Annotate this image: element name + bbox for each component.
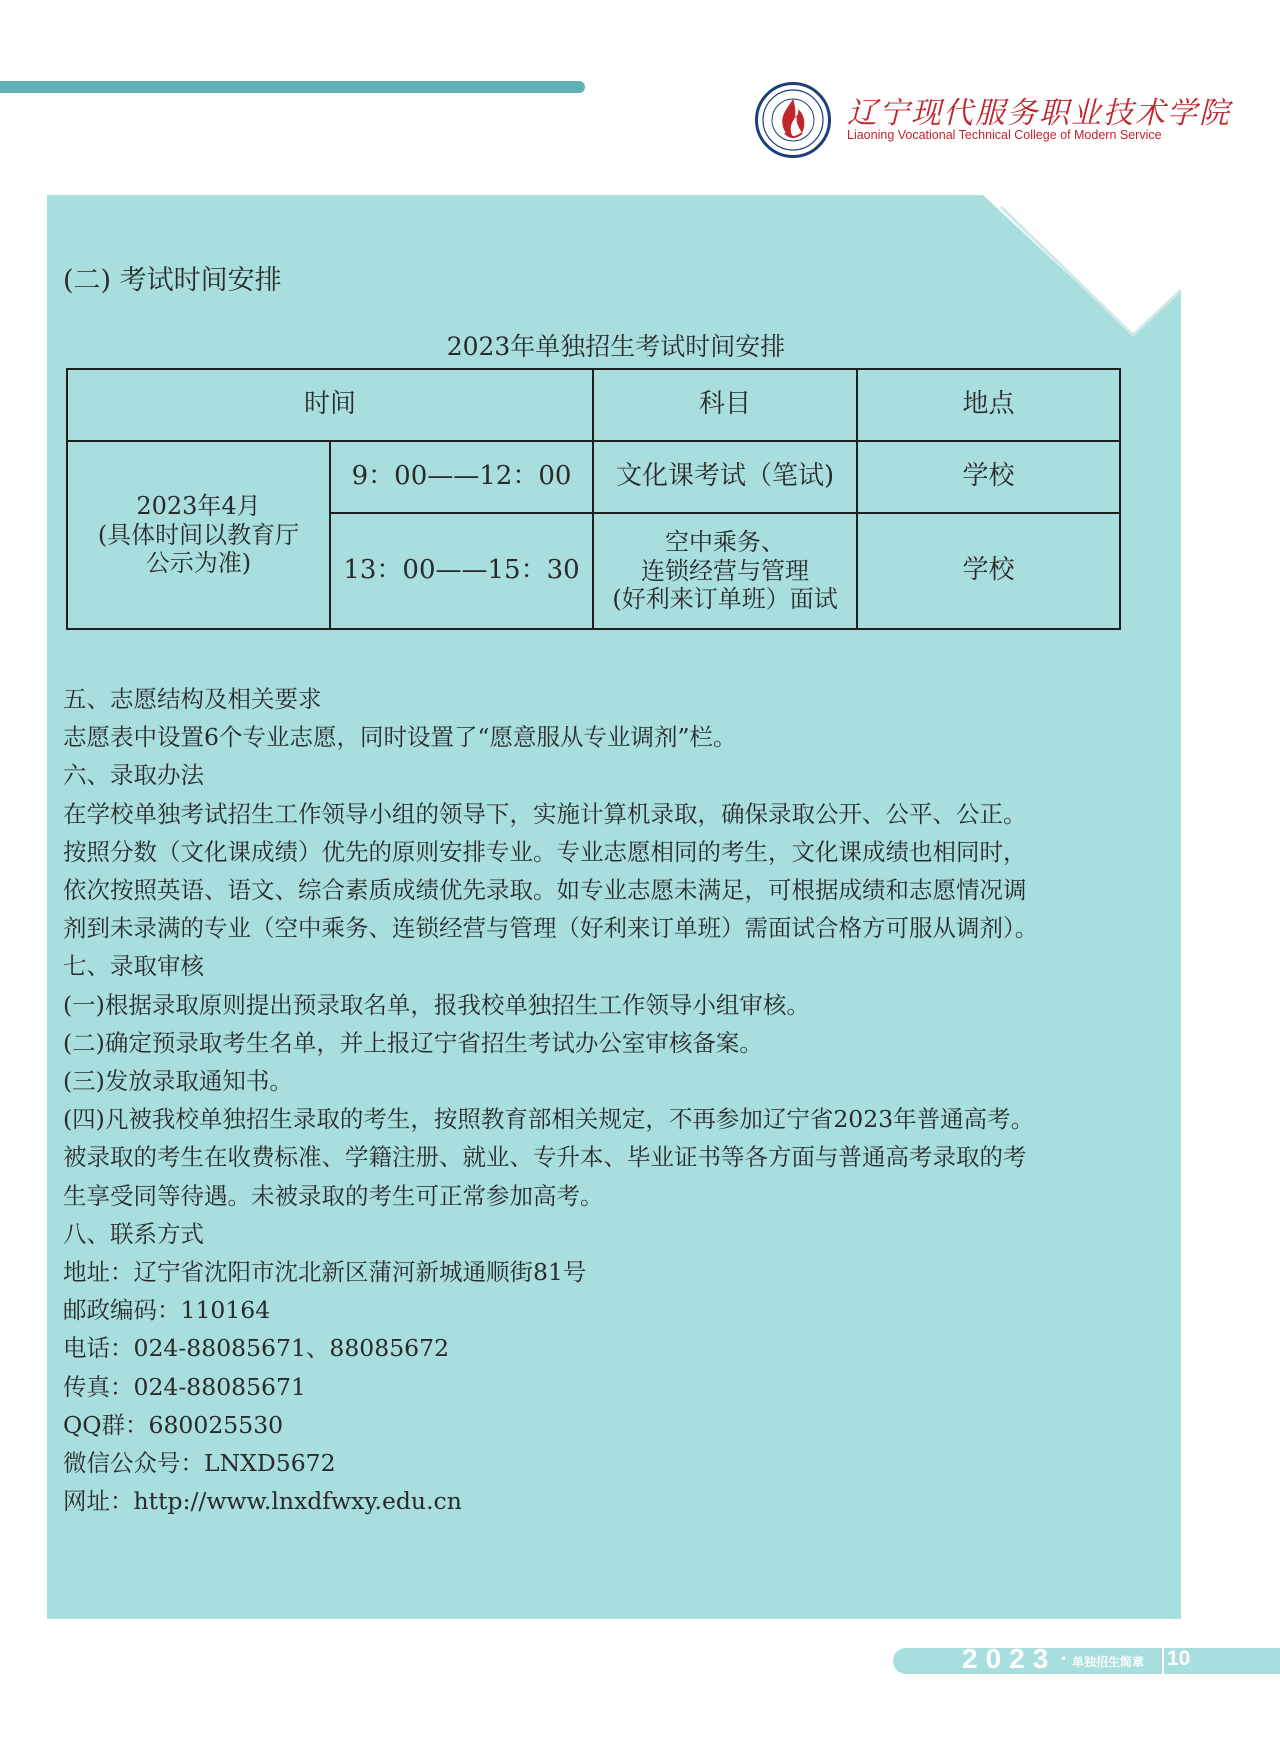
exam-date-note: (具体时间以教育厅 [97, 520, 300, 549]
table-header-row [67, 369, 1120, 441]
contact-wechat: 微信公众号：LNXD5672 [63, 1449, 336, 1478]
header-subject: 科目 [593, 369, 857, 441]
text-line: 志愿表中设置6个专业志愿，同时设置了“愿意服从专业调剂”栏。 [63, 723, 737, 752]
section-heading: (二) 考试时间安排 [63, 265, 282, 296]
footer-year: 2023 [962, 1643, 1057, 1674]
heading-contact: 八、联系方式 [63, 1219, 204, 1248]
page-corner-decoration [983, 195, 1181, 345]
page-number: 10 [1167, 1647, 1191, 1670]
school-logo [755, 82, 1231, 162]
exam-date-cell [67, 441, 330, 629]
subject-cell [593, 513, 857, 629]
exam-schedule-table [66, 368, 1121, 630]
text-line: (三)发放录取通知书。 [63, 1067, 293, 1096]
header-accent-bar [0, 81, 585, 93]
contact-fax: 传真：024-88085671 [63, 1372, 306, 1401]
text-line: 依次按照英语、语文、综合素质成绩优先录取。如专业志愿未满足，可根据成绩和志愿情况调 [63, 876, 1027, 905]
time-slot: 9：00——12：00 [330, 441, 593, 513]
table-row [67, 441, 1120, 513]
footer-divider [1162, 1648, 1164, 1674]
school-seal-icon [755, 82, 831, 158]
table-title: 2023年单独招生考试时间安排 [446, 332, 786, 361]
exam-date-note-end: 公示为准) [145, 549, 252, 578]
heading-admission-review: 七、录取审核 [63, 952, 204, 981]
text-line: 按照分数（文化课成绩）优先的原则安排专业。专业志愿相同的考生，文化课成绩也相同时， [63, 837, 1027, 866]
heading-admission-method: 六、录取办法 [63, 761, 204, 790]
subject-line: 空中乘务、 [665, 527, 786, 556]
school-name-en: Liaoning Vocational Technical College of Modern Service [847, 128, 1162, 142]
header-time: 时间 [67, 369, 593, 441]
contact-phone: 电话：024-88085671、88085672 [63, 1334, 450, 1363]
school-name-cn: 辽宁现代服务职业技术学院 [847, 96, 1231, 131]
footer-dot-icon: • [1060, 1652, 1068, 1666]
subject-cell [593, 441, 857, 513]
text-line: 被录取的考生在收费标准、学籍注册、就业、专升本、毕业证书等各方面与普通高考录取的考 [63, 1143, 1027, 1172]
text-line: (四)凡被我校单独招生录取的考生，按照教育部相关规定，不再参加辽宁省2023年普通高考。 [63, 1105, 1035, 1134]
subject-line: 文化课考试（笔试) [615, 461, 835, 492]
subject-line: 连锁经营与管理 [641, 556, 810, 585]
text-line: 剂到未录满的专业（空中乘务、连锁经营与管理（好利来订单班）需面试合格方可服从调剂）。 [63, 914, 1039, 943]
exam-date: 2023年4月 [136, 491, 261, 520]
contact-postcode: 邮政编码：110164 [63, 1296, 271, 1325]
time-slot: 13：00——15：30 [330, 513, 593, 629]
location-cell: 学校 [857, 513, 1120, 629]
body-text [63, 680, 1173, 1520]
text-line: 生享受同等待遇。未被录取的考生可正常参加高考。 [63, 1181, 604, 1210]
text-line: (一)根据录取原则提出预录取名单，报我校单独招生工作领导小组审核。 [63, 990, 810, 1019]
text-line: (二)确定预录取考生名单，并上报辽宁省招生考试办公室审核备案。 [63, 1028, 763, 1057]
heading-volunteer-structure: 五、志愿结构及相关要求 [63, 685, 322, 713]
footer-label: 单独招生简章 [1072, 1655, 1145, 1669]
subject-line: (好利来订单班）面试 [612, 585, 838, 614]
text-line: 在学校单独考试招生工作领导小组的领导下，实施计算机录取，确保录取公开、公平、公正。 [63, 799, 1027, 828]
contact-address: 地址：辽宁省沈阳市沈北新区蒲河新城通顺街81号 [63, 1258, 587, 1287]
location-cell: 学校 [857, 441, 1120, 513]
header-location: 地点 [857, 369, 1120, 441]
contact-website: 网址：http://www.lnxdfwxy.edu.cn [63, 1487, 462, 1516]
contact-qq-group: QQ群：680025530 [63, 1410, 284, 1439]
